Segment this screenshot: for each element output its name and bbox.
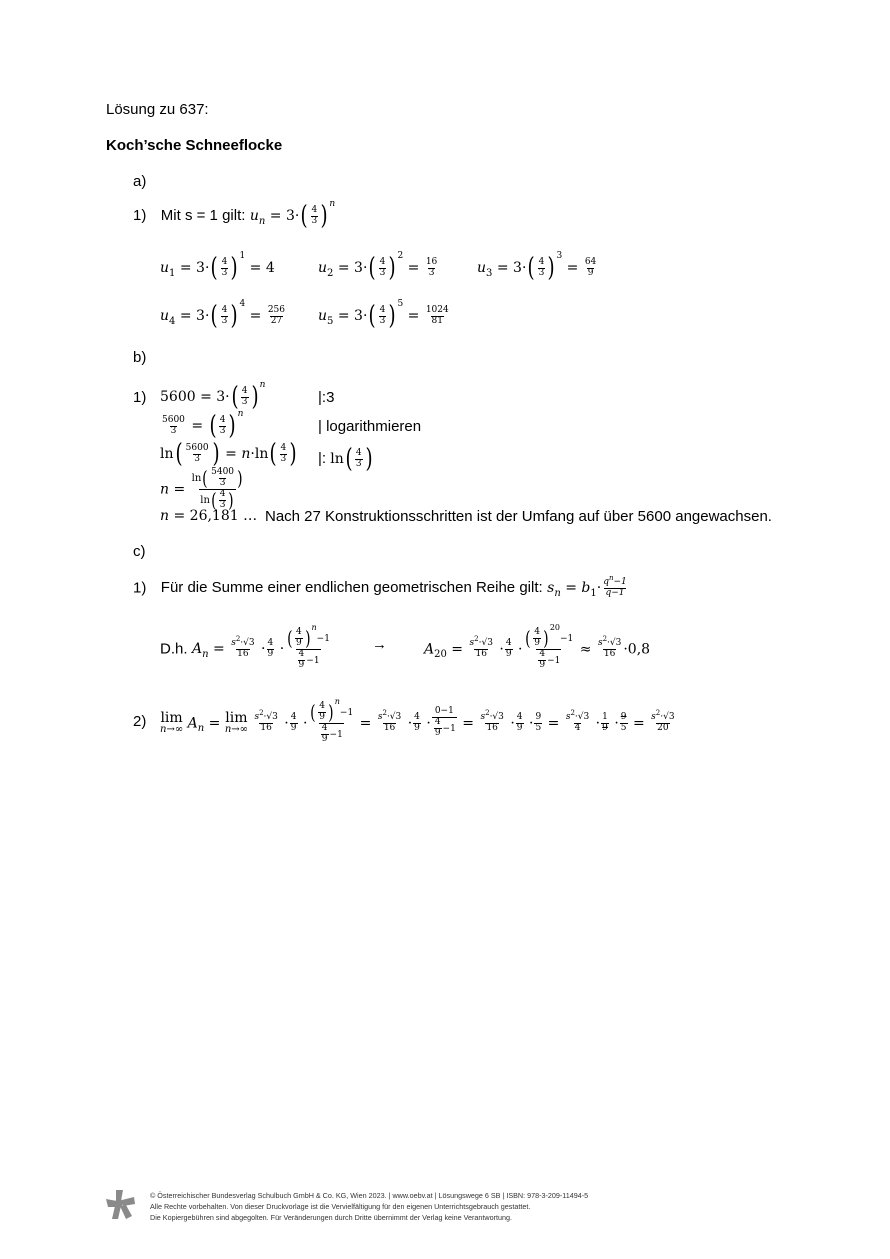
formula-limit: lim n→∞ $A_n$ = lim n→∞ $\frac{s^2\cdot√3}{16}$ · $\frac{4}{9}$ · ( $\frac{4}{9}$ ) $^n$−1 $\frac{4}{9}$ −1 = $\frac{s^2\cdot√3}{16}$ · $\frac{4}{9}$ · 0−1 $\frac{4}{9}$ −1 = $\frac{s^2\cdot√3}{16}$ · $\frac{4}{9}$ · $\frac{9}{5}$ = $\frac{s^2\cdot√3}{4}$ · $\frac{1}{9}$ · $\frac{9}{5}$ = $\frac{s^2\cdot√3}{20}$ — [160, 697, 675, 744]
footer-fees: Die Kopiergebühren sind abgegolten. Für Veränderungen durch Dritte übernimmt der Verlag keine Verantwortung. — [150, 1213, 512, 1222]
formula-u2: $u_2 = 3\cdot$ ( $\frac{4}{3}$ ) $^2$ = $\frac{16}{3}$ — [318, 251, 438, 283]
item-number: 1) — [133, 579, 147, 597]
formula-sn: $s_n = b_1\cdot$ $\frac{q^n-1}{q-1}$ — [547, 574, 627, 600]
implies-arrow: → — [372, 636, 387, 653]
formula-b2: $\frac{5600}{3}$ = ( $\frac{4}{3}$ ) $^n$ — [162, 409, 244, 441]
publisher-logo-icon — [104, 1188, 136, 1222]
part-c-item1 — [133, 574, 629, 600]
formula-b3: ln ( $\frac{5600}{3}$ ) = n·ln ( $\frac{4}{3}$ ) — [160, 439, 297, 469]
item-text: Für die Summe einer endlichen geometrischen Reihe gilt: — [160, 579, 543, 597]
formula-a20: $A_{20}$ = $\frac{s^2\cdot√3}{16}$ · $\frac{4}{9}$ · ( $\frac{4}{9}$ ) $^{20}$−1 $\frac{4}{9}$ −1 ≈ $\frac{s^2\cdot√3}{16}$ ·0,8 — [424, 623, 651, 670]
part-a-label: a) — [133, 173, 147, 190]
note-div-ln: |: ln ( $\frac{4}{3}$ ) — [318, 444, 373, 474]
formula-b5: n = 26,181 … — [160, 508, 258, 524]
note-div3: |:3 — [318, 389, 335, 406]
part-c-label: c) — [133, 543, 146, 560]
footer-rights: Alle Rechte vorbehalten. Von dieser Druckvorlage ist die Vervielfältigung für den eigenen Unterrichtsgebrauch gestattet. — [150, 1202, 531, 1211]
formula-u5: $u_5 = 3\cdot$ ( $\frac{4}{3}$ ) $^5$ = $\frac{1024}{81}$ — [318, 299, 449, 331]
formula-b1: 5600 = 3· ( $\frac{4}{3}$ ) $^n$ — [160, 380, 266, 412]
formula-un: $u_n = 3\cdot$ ( $\frac{4}{3}$ ) $^n$ — [249, 199, 336, 231]
formula-u3: $u_3 = 3\cdot$ ( $\frac{4}{3}$ ) $^3$ = $\frac{64}{9}$ — [477, 251, 597, 283]
formula-u4: $u_4 = 3\cdot$ ( $\frac{4}{3}$ ) $^4$ = $\frac{256}{27}$ — [160, 299, 286, 331]
formula-u1: $u_1 = 3\cdot$ ( $\frac{4}{3}$ ) $^1$ = 4 — [160, 251, 275, 283]
note-log: | logarithmieren — [318, 418, 422, 435]
footer-copyright: © Österreichischer Bundesverlag Schulbuch GmbH & Co. KG, Wien 2023. | www.oebv.at | Lösungswege 6 SB | ISBN: 978-3-209-11494-5 — [150, 1191, 589, 1200]
item-number: 1) — [133, 207, 147, 224]
dh-text: D.h. — [160, 640, 188, 658]
formula-an: D.h. $A_n$ = $\frac{s^2\cdot√3}{16}$ · $\frac{4}{9}$ · ( $\frac{4}{9}$ ) $^n$−1 $\frac{4}{9}$ −1 — [160, 623, 330, 670]
part-c-item2-number: 2) — [133, 713, 147, 730]
formula-b4: n = ln ( $\frac{5400}{3}$ ) ln ( $\frac{4}{3}$ ) — [160, 466, 243, 513]
item-text: Mit s = 1 gilt: — [160, 207, 246, 224]
page-heading: Lösung zu 637: — [106, 101, 209, 118]
page-title: Koch’sche Schneeflocke — [106, 137, 283, 154]
conclusion-text: Nach 27 Konstruktionsschritten ist der Umfang auf über 5600 angewachsen. — [265, 508, 772, 525]
part-b-item-number: 1) — [133, 389, 147, 406]
part-a-item1 — [133, 199, 336, 231]
part-b-label: b) — [133, 349, 147, 366]
